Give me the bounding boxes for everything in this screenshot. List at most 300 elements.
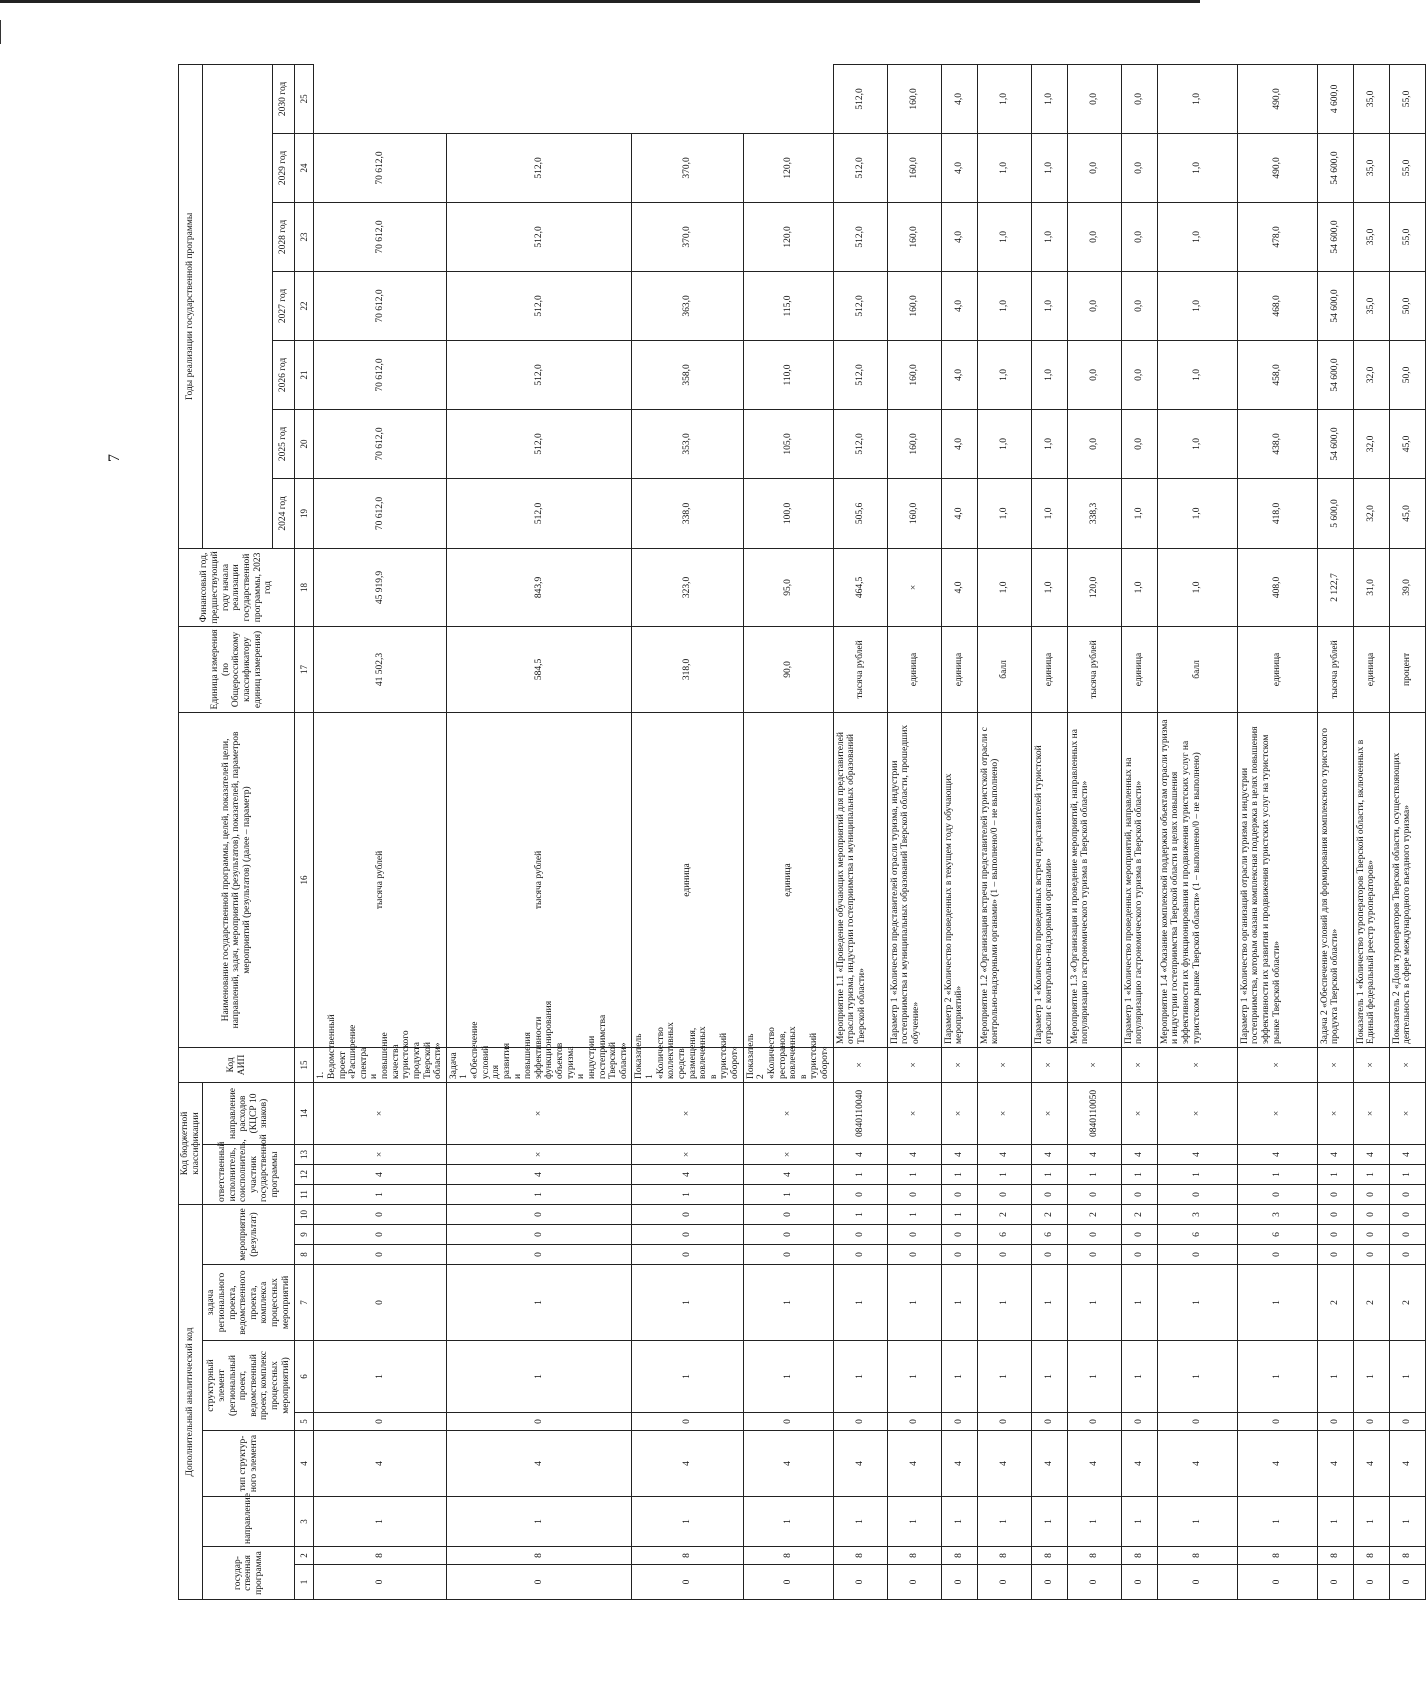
code-cell: 4 bbox=[1389, 1144, 1425, 1164]
code-cell: 1 bbox=[1389, 1497, 1425, 1547]
unit-cell: тысяча рублей bbox=[1317, 626, 1353, 712]
table-row bbox=[941, 64, 977, 1599]
aip-cell: × bbox=[1389, 1047, 1425, 1082]
code-cell: 1 bbox=[1067, 1265, 1121, 1341]
code-cell: 8 bbox=[446, 1547, 632, 1565]
code-cell: 4 bbox=[1317, 1144, 1353, 1164]
base-year-value: 39,0 bbox=[1389, 548, 1425, 626]
code-cell: 1 bbox=[743, 1341, 833, 1413]
code-cell: 4 bbox=[1031, 1431, 1067, 1497]
header-struct-type: тип структур-ного элемента bbox=[203, 1431, 295, 1497]
code-cell: 2 bbox=[1067, 1204, 1121, 1224]
year-value: 1,0 bbox=[1031, 478, 1067, 548]
code-cell: 0 bbox=[1121, 1245, 1157, 1265]
year-value: 55,0 bbox=[1389, 133, 1425, 202]
year-value: 70 612,0 bbox=[314, 409, 447, 478]
header-task: задача регионального проекта, ведомственного проекта, комплекса процессных мероприятий bbox=[203, 1265, 295, 1341]
year-value: 512,0 bbox=[446, 202, 632, 271]
code-cell: 1 bbox=[1317, 1497, 1353, 1547]
code-cell: 4 bbox=[632, 1431, 743, 1497]
year-value: 0,0 bbox=[1067, 409, 1121, 478]
code-cell: 0 bbox=[941, 1245, 977, 1265]
code-cell: 0 bbox=[941, 1225, 977, 1245]
code-cell: 1 bbox=[1031, 1497, 1067, 1547]
row-name: Мероприятие 1.3 «Организация и проведение мероприятий, направленных на популяризацию гастрономического туризма в Тверской области» bbox=[1067, 712, 1121, 1047]
aip-cell: × bbox=[446, 1082, 632, 1144]
code-cell: 1 bbox=[833, 1341, 887, 1413]
year-value: 338,0 bbox=[632, 478, 743, 548]
column-number: 14 bbox=[295, 1082, 314, 1144]
code-cell: 0 bbox=[1237, 1565, 1317, 1600]
code-cell: 0 bbox=[1353, 1565, 1389, 1600]
year-value: 438,0 bbox=[1237, 409, 1317, 478]
code-cell: 8 bbox=[632, 1547, 743, 1565]
code-cell: 1 bbox=[1067, 1497, 1121, 1547]
year-value: 1,0 bbox=[977, 271, 1031, 340]
code-cell: 1 bbox=[1237, 1164, 1317, 1184]
year-value: 1,0 bbox=[977, 478, 1031, 548]
code-cell: 2 bbox=[977, 1204, 1031, 1224]
year-value: 70 612,0 bbox=[314, 202, 447, 271]
code-cell: 0 bbox=[743, 1245, 833, 1265]
code-cell: 4 bbox=[1353, 1144, 1389, 1164]
year-value: 1,0 bbox=[1031, 271, 1067, 340]
code-cell: 2 bbox=[1121, 1204, 1157, 1224]
table-row bbox=[1317, 64, 1353, 1599]
year-value: 35,0 bbox=[1353, 64, 1389, 133]
code-cell: 0 bbox=[1353, 1204, 1389, 1224]
code-cell: 1 bbox=[1389, 1164, 1425, 1184]
code-cell: 4 bbox=[1237, 1144, 1317, 1164]
code-cell: 1 bbox=[941, 1164, 977, 1184]
scan-edge bbox=[0, 0, 1200, 3]
code-cell: 4 bbox=[446, 1164, 632, 1184]
code-cell: 1 bbox=[941, 1204, 977, 1224]
year-value: 1,0 bbox=[1031, 202, 1067, 271]
code-cell: 1 bbox=[833, 1497, 887, 1547]
header-executor: ответственный исполнитель, соисполнитель, участник государственной программы bbox=[203, 1144, 295, 1204]
year-value: 160,0 bbox=[887, 409, 941, 478]
year-value: 512,0 bbox=[833, 133, 887, 202]
year-value: 50,0 bbox=[1389, 271, 1425, 340]
year-value: 35,0 bbox=[1353, 202, 1389, 271]
code-cell: 0 bbox=[1067, 1245, 1121, 1265]
year-value: 1,0 bbox=[1157, 340, 1237, 409]
code-cell: 0 bbox=[743, 1225, 833, 1245]
column-number: 8 bbox=[295, 1245, 314, 1265]
year-value: 70 612,0 bbox=[314, 478, 447, 548]
code-cell: 4 bbox=[941, 1431, 977, 1497]
code-cell: 0 bbox=[446, 1204, 632, 1224]
row-name: 1. Ведомственный проект «Расширение спектра и повышение качества туристского продукта Тверской области» bbox=[314, 1047, 447, 1082]
code-cell: 0 bbox=[446, 1245, 632, 1265]
code-cell: 0 bbox=[1317, 1245, 1353, 1265]
code-cell: 8 bbox=[941, 1547, 977, 1565]
year-value: 160,0 bbox=[887, 271, 941, 340]
code-cell: 1 bbox=[743, 1265, 833, 1341]
row-name: Мероприятие 1.1 «Проведение обучающих мероприятий для представителей отрасли туризма, индустрии гостеприимства и муниципальных образований Тверской области» bbox=[833, 712, 887, 1047]
year-value: 1,0 bbox=[1031, 133, 1067, 202]
code-cell: 1 bbox=[1389, 1341, 1425, 1413]
header-expense: направление расходов (КЦСР 10 знаков) bbox=[203, 1082, 295, 1144]
table-row bbox=[1067, 64, 1121, 1599]
base-year-value: × bbox=[887, 548, 941, 626]
year-value: 353,0 bbox=[632, 409, 743, 478]
rotated-table-wrapper bbox=[178, 81, 1413, 1600]
code-cell: 0 bbox=[941, 1413, 977, 1431]
code-cell: 0 bbox=[314, 1245, 447, 1265]
code-cell: 1 bbox=[446, 1184, 632, 1204]
year-value: 4,0 bbox=[941, 409, 977, 478]
code-cell: 0 bbox=[1317, 1565, 1353, 1600]
code-cell: 0 bbox=[1121, 1225, 1157, 1245]
year-value: 4,0 bbox=[941, 340, 977, 409]
year-value: 0,0 bbox=[1067, 202, 1121, 271]
year-value: 512,0 bbox=[833, 409, 887, 478]
code-cell: 4 bbox=[632, 1164, 743, 1184]
year-value: 50,0 bbox=[1389, 340, 1425, 409]
year-value: 1,0 bbox=[1031, 340, 1067, 409]
year-value: 105,0 bbox=[743, 409, 833, 478]
header-program: государ-ственная программа bbox=[203, 1547, 295, 1600]
year-value: 4 600,0 bbox=[1317, 64, 1353, 133]
year-value: 0,0 bbox=[1121, 271, 1157, 340]
column-number: 16 bbox=[295, 712, 314, 1047]
base-year-value: 1,0 bbox=[1121, 548, 1157, 626]
header-year: 2026 год bbox=[273, 340, 295, 409]
code-cell: 4 bbox=[743, 1164, 833, 1184]
year-value: 512,0 bbox=[833, 202, 887, 271]
code-cell: 6 bbox=[1031, 1225, 1067, 1245]
column-number: 2 bbox=[295, 1547, 314, 1565]
table-row bbox=[1157, 64, 1237, 1599]
code-cell: 1 bbox=[887, 1164, 941, 1184]
base-year-value: 1,0 bbox=[1157, 548, 1237, 626]
column-number: 9 bbox=[295, 1225, 314, 1245]
code-cell: 4 bbox=[1237, 1431, 1317, 1497]
year-value: 1,0 bbox=[1031, 409, 1067, 478]
code-cell: 1 bbox=[1067, 1164, 1121, 1184]
page-number: 7 bbox=[106, 454, 123, 462]
row-name: Показатель 2 «Доля туроператоров Тверской области, осуществляющих деятельность в сфере международного въездного туризма» bbox=[1389, 712, 1425, 1047]
year-value: 418,0 bbox=[1237, 478, 1317, 548]
code-cell: 0 bbox=[446, 1413, 632, 1431]
year-value: 120,0 bbox=[743, 133, 833, 202]
code-cell: 0 bbox=[1317, 1204, 1353, 1224]
header-direction: направление bbox=[203, 1497, 295, 1547]
code-cell: 0 bbox=[1353, 1225, 1389, 1245]
year-value: 54 600,0 bbox=[1317, 340, 1353, 409]
code-cell: 8 bbox=[1031, 1547, 1067, 1565]
base-year-value: 41 502,3 bbox=[314, 626, 447, 712]
year-value: 490,0 bbox=[1237, 64, 1317, 133]
table-row bbox=[1389, 64, 1425, 1599]
year-value: 370,0 bbox=[632, 133, 743, 202]
code-cell: 1 bbox=[1317, 1164, 1353, 1184]
expense-code-cell: × bbox=[1353, 1082, 1389, 1144]
code-cell: 1 bbox=[887, 1341, 941, 1413]
year-value: 512,0 bbox=[446, 133, 632, 202]
year-value: 70 612,0 bbox=[314, 133, 447, 202]
code-cell: 0 bbox=[632, 1413, 743, 1431]
code-cell: 1 bbox=[632, 1497, 743, 1547]
code-cell: 1 bbox=[977, 1341, 1031, 1413]
aip-cell: × bbox=[941, 1047, 977, 1082]
unit-cell: единица bbox=[1237, 626, 1317, 712]
base-year-value: 408,0 bbox=[1237, 548, 1317, 626]
year-value: 323,0 bbox=[632, 548, 743, 626]
year-value: 0,0 bbox=[1121, 340, 1157, 409]
table-row bbox=[1031, 64, 1067, 1599]
code-cell: 4 bbox=[833, 1144, 887, 1164]
unit-cell: единица bbox=[1353, 626, 1389, 712]
code-cell: 4 bbox=[743, 1431, 833, 1497]
year-value: 160,0 bbox=[887, 133, 941, 202]
row-name: Задача 1 «Обеспечение условий для развития и повышения эффективности функционирования объектов туризма и индустрии гостеприимства Тверской области» bbox=[446, 1047, 632, 1082]
year-value: 512,0 bbox=[446, 340, 632, 409]
aip-cell: × bbox=[1317, 1047, 1353, 1082]
table-row bbox=[743, 64, 833, 1599]
unit-cell: единица bbox=[1121, 626, 1157, 712]
expense-code-cell: × bbox=[1237, 1082, 1317, 1144]
column-number: 21 bbox=[295, 340, 314, 409]
code-cell: 0 bbox=[1157, 1413, 1237, 1431]
code-cell: 8 bbox=[743, 1547, 833, 1565]
expense-code-cell: × bbox=[743, 1144, 833, 1164]
code-cell: 8 bbox=[1389, 1547, 1425, 1565]
year-value: 458,0 bbox=[1237, 340, 1317, 409]
year-value: 100,0 bbox=[743, 478, 833, 548]
code-cell: 1 bbox=[1353, 1497, 1389, 1547]
year-value: 1,0 bbox=[1031, 64, 1067, 133]
code-cell: 1 bbox=[632, 1341, 743, 1413]
year-value: 1,0 bbox=[977, 409, 1031, 478]
table-row bbox=[1121, 64, 1157, 1599]
code-cell: 0 bbox=[632, 1245, 743, 1265]
year-value: 32,0 bbox=[1353, 409, 1389, 478]
year-value: 4,0 bbox=[941, 202, 977, 271]
code-cell: 4 bbox=[941, 1144, 977, 1164]
header-budget-code: Код бюджетной классификации bbox=[179, 1082, 203, 1204]
year-value: 45,0 bbox=[1389, 409, 1425, 478]
code-cell: 0 bbox=[833, 1184, 887, 1204]
code-cell: 1 bbox=[1157, 1341, 1237, 1413]
table-row bbox=[887, 64, 941, 1599]
year-value: 512,0 bbox=[833, 271, 887, 340]
base-year-value: 584,5 bbox=[446, 626, 632, 712]
code-cell: 0 bbox=[833, 1225, 887, 1245]
code-cell: 0 bbox=[1237, 1245, 1317, 1265]
unit-cell: тысяча рублей bbox=[833, 626, 887, 712]
year-value: 1,0 bbox=[1157, 133, 1237, 202]
column-number: 17 bbox=[295, 626, 314, 712]
code-cell: 1 bbox=[632, 1265, 743, 1341]
year-value: 0,0 bbox=[1121, 133, 1157, 202]
expense-code-cell: 0840110050 bbox=[1067, 1082, 1121, 1144]
aip-cell: × bbox=[1031, 1047, 1067, 1082]
code-cell: 0 bbox=[833, 1413, 887, 1431]
aip-cell: × bbox=[743, 1082, 833, 1144]
code-cell: 8 bbox=[833, 1547, 887, 1565]
code-cell: 0 bbox=[887, 1184, 941, 1204]
code-cell: 0 bbox=[1121, 1413, 1157, 1431]
year-value: 35,0 bbox=[1353, 271, 1389, 340]
year-value: 54 600,0 bbox=[1317, 271, 1353, 340]
code-cell: 1 bbox=[1237, 1341, 1317, 1413]
code-cell: 4 bbox=[446, 1431, 632, 1497]
code-cell: 4 bbox=[314, 1431, 447, 1497]
code-cell: 0 bbox=[1067, 1184, 1121, 1204]
code-cell: 8 bbox=[1317, 1547, 1353, 1565]
column-number: 10 bbox=[295, 1204, 314, 1224]
code-cell: 6 bbox=[977, 1225, 1031, 1245]
code-cell: 6 bbox=[1157, 1225, 1237, 1245]
year-value: 95,0 bbox=[743, 548, 833, 626]
row-name: Показатель 1 «Количество коллективных средств размещения, вовлеченных в туристский оборот» bbox=[632, 1047, 743, 1082]
code-cell: 1 bbox=[887, 1204, 941, 1224]
unit-cell: балл bbox=[977, 626, 1031, 712]
year-value: 120,0 bbox=[743, 202, 833, 271]
code-cell: 0 bbox=[887, 1565, 941, 1600]
unit-cell: единица bbox=[743, 712, 833, 1047]
aip-cell: × bbox=[1237, 1047, 1317, 1082]
aip-cell: × bbox=[977, 1047, 1031, 1082]
year-value: 115,0 bbox=[743, 271, 833, 340]
code-cell: 1 bbox=[833, 1204, 887, 1224]
code-cell: 4 bbox=[314, 1164, 447, 1184]
code-cell: 0 bbox=[1121, 1565, 1157, 1600]
code-cell: 2 bbox=[1353, 1265, 1389, 1341]
year-value: 0,0 bbox=[1121, 202, 1157, 271]
code-cell: 0 bbox=[1031, 1245, 1067, 1265]
code-cell: 1 bbox=[941, 1497, 977, 1547]
code-cell: 1 bbox=[1353, 1341, 1389, 1413]
code-cell: 0 bbox=[941, 1184, 977, 1204]
code-cell: 0 bbox=[1353, 1245, 1389, 1265]
code-cell: 1 bbox=[1031, 1265, 1067, 1341]
year-value: 160,0 bbox=[887, 340, 941, 409]
column-number: 3 bbox=[295, 1497, 314, 1547]
code-cell: 0 bbox=[446, 1565, 632, 1600]
header-event: мероприятие (результат) bbox=[203, 1204, 295, 1264]
year-value: 512,0 bbox=[446, 478, 632, 548]
code-cell: 1 bbox=[1157, 1164, 1237, 1184]
code-cell: 4 bbox=[1031, 1144, 1067, 1164]
year-value: 490,0 bbox=[1237, 133, 1317, 202]
header-fin-year: Финансовый год, предшествующий году начала реализации государственной программы, 2023 год bbox=[179, 548, 295, 626]
year-value: 0,0 bbox=[1067, 133, 1121, 202]
year-value: 370,0 bbox=[632, 202, 743, 271]
column-number: 12 bbox=[295, 1164, 314, 1184]
year-value: 32,0 bbox=[1353, 478, 1389, 548]
column-number: 24 bbox=[295, 133, 314, 202]
code-cell: 0 bbox=[941, 1565, 977, 1600]
code-cell: 1 bbox=[1031, 1341, 1067, 1413]
aip-cell: × bbox=[1121, 1047, 1157, 1082]
year-value: 1,0 bbox=[977, 340, 1031, 409]
table-row bbox=[833, 64, 887, 1599]
expense-code-cell: × bbox=[1121, 1082, 1157, 1144]
column-number: 15 bbox=[295, 1047, 314, 1082]
years-spacer bbox=[203, 64, 273, 548]
code-cell: 1 bbox=[314, 1341, 447, 1413]
year-value: 843,9 bbox=[446, 548, 632, 626]
code-cell: 1 bbox=[833, 1164, 887, 1184]
unit-cell: единица bbox=[632, 712, 743, 1047]
base-year-value: 90,0 bbox=[743, 626, 833, 712]
column-number: 18 bbox=[295, 548, 314, 626]
year-value: 478,0 bbox=[1237, 202, 1317, 271]
year-value: 160,0 bbox=[887, 64, 941, 133]
code-cell: 1 bbox=[314, 1184, 447, 1204]
aip-cell: × bbox=[632, 1082, 743, 1144]
row-name: Показатель 2 «Количество ресторанов, вовлеченных в туристский оборот» bbox=[743, 1047, 833, 1082]
code-cell: 8 bbox=[977, 1547, 1031, 1565]
year-value: 55,0 bbox=[1389, 202, 1425, 271]
code-cell: 0 bbox=[1389, 1184, 1425, 1204]
column-number: 20 bbox=[295, 409, 314, 478]
code-cell: 0 bbox=[1067, 1413, 1121, 1431]
year-value: 1,0 bbox=[1121, 478, 1157, 548]
unit-cell: тысяча рублей bbox=[1067, 626, 1121, 712]
code-cell: 1 bbox=[977, 1497, 1031, 1547]
unit-cell: тысяча рублей bbox=[446, 712, 632, 1047]
code-cell: 4 bbox=[1121, 1144, 1157, 1164]
aip-cell: × bbox=[887, 1047, 941, 1082]
year-value: 55,0 bbox=[1389, 64, 1425, 133]
aip-cell: × bbox=[314, 1082, 447, 1144]
code-cell: 1 bbox=[1237, 1497, 1317, 1547]
expense-code-cell: × bbox=[887, 1082, 941, 1144]
expense-code-cell: × bbox=[446, 1144, 632, 1164]
code-cell: 1 bbox=[977, 1164, 1031, 1184]
code-cell: 1 bbox=[446, 1497, 632, 1547]
code-cell: 4 bbox=[833, 1431, 887, 1497]
expense-code-cell: × bbox=[1389, 1082, 1425, 1144]
code-cell: 1 bbox=[977, 1265, 1031, 1341]
year-value: 1,0 bbox=[1157, 64, 1237, 133]
header-year: 2028 год bbox=[273, 202, 295, 271]
code-cell: 4 bbox=[977, 1431, 1031, 1497]
code-cell: 1 bbox=[887, 1497, 941, 1547]
code-cell: 0 bbox=[1389, 1204, 1425, 1224]
code-cell: 8 bbox=[1157, 1547, 1237, 1565]
code-cell: 1 bbox=[833, 1265, 887, 1341]
year-value: 512,0 bbox=[833, 64, 887, 133]
year-value: 1,0 bbox=[1157, 271, 1237, 340]
code-cell: 4 bbox=[1353, 1431, 1389, 1497]
code-cell: 1 bbox=[1157, 1265, 1237, 1341]
year-value: 4,0 bbox=[941, 64, 977, 133]
code-cell: 0 bbox=[1067, 1225, 1121, 1245]
base-year-value: 120,0 bbox=[1067, 548, 1121, 626]
code-cell: 0 bbox=[743, 1413, 833, 1431]
code-cell: 3 bbox=[1237, 1204, 1317, 1224]
row-name: Задача 2 «Обеспечение условий для формирования комплексного туристского продукта Тверской области» bbox=[1317, 712, 1353, 1047]
header-year: 2029 год bbox=[273, 133, 295, 202]
column-number: 13 bbox=[295, 1144, 314, 1164]
unit-cell: тысяча рублей bbox=[314, 712, 447, 1047]
code-cell: 1 bbox=[1121, 1341, 1157, 1413]
code-cell: 0 bbox=[314, 1265, 447, 1341]
year-value: 4,0 bbox=[941, 271, 977, 340]
year-value: 0,0 bbox=[1067, 64, 1121, 133]
column-number: 6 bbox=[295, 1341, 314, 1413]
year-value: 512,0 bbox=[446, 271, 632, 340]
code-cell: 8 bbox=[1121, 1547, 1157, 1565]
expense-code-cell: × bbox=[941, 1082, 977, 1144]
year-value: 1,0 bbox=[977, 133, 1031, 202]
